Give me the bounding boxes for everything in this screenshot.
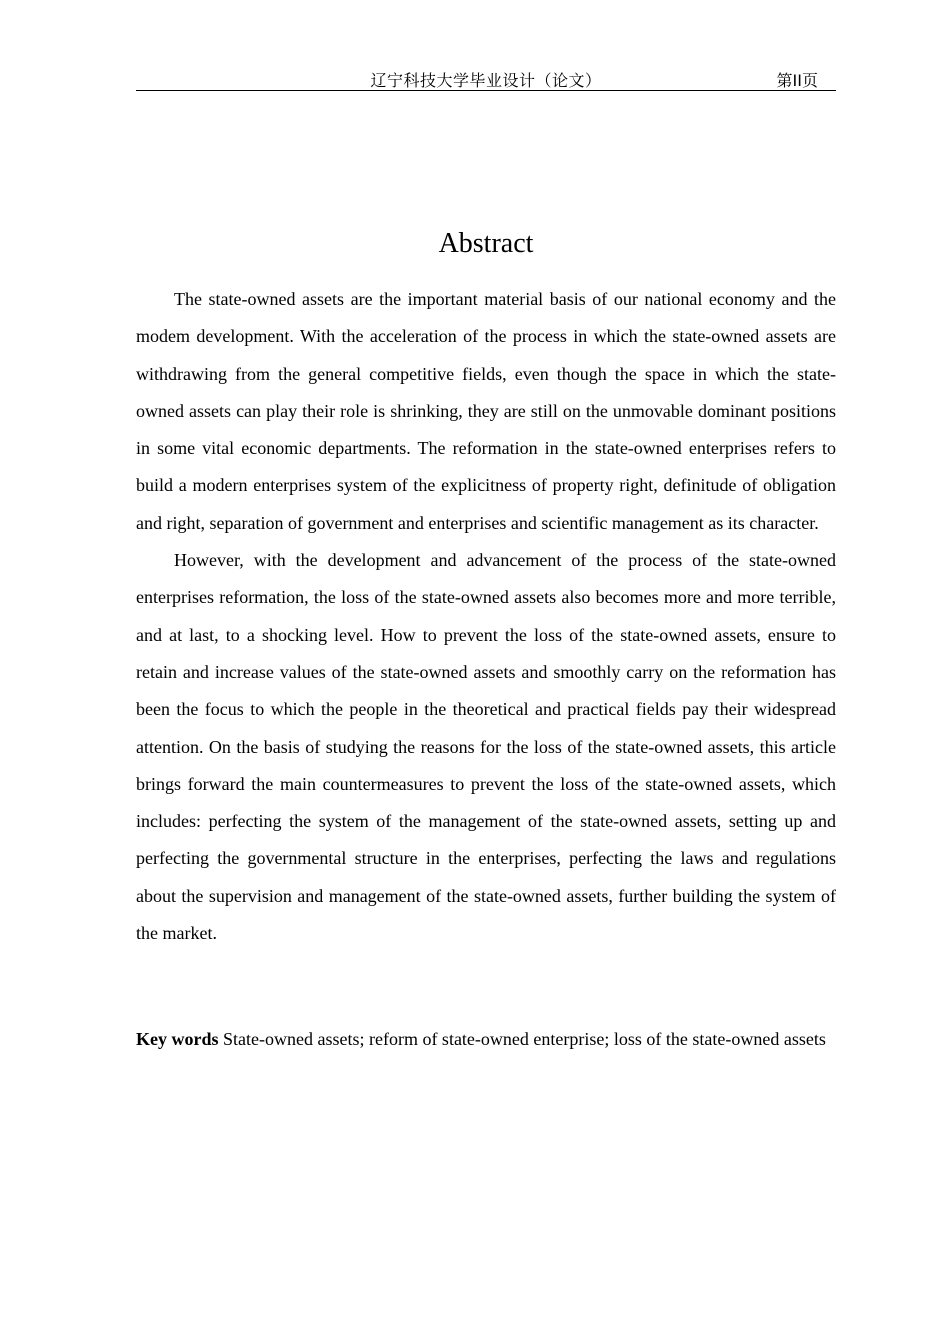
keywords-label: Key words	[136, 1029, 219, 1049]
page-header	[136, 66, 836, 91]
abstract-paragraph-2: However, with the development and advancement of the process of the state-owned enterprises reformation, the loss of the state-owned assets also becomes more and more terrible, and at last, to a shocking level. How to prevent the loss of the state-owned assets, ensure to retain and increase values of the state-owned assets and smoothly carry on the reformation has been the focus to which the people in the theoretical and practical fields pay their widespread attention. On the basis of studying the reasons for the loss of the state-owned assets, this article brings forward the main countermeasures to prevent the loss of the state-owned assets, which includes: perfecting the system of the management of the state-owned assets, setting up and perfecting the governmental structure in the enterprises, perfecting the laws and regulations about the supervision and management of the state-owned assets, further building the system of the market.	[136, 550, 836, 944]
header-page-number: 第II页	[776, 71, 818, 90]
keywords-text: State-owned assets; reform of state-owned enterprise; loss of the state-owned assets	[223, 1029, 826, 1049]
abstract-paragraph-1: The state-owned assets are the important material basis of our national economy and the modem development. With the acceleration of the process in which the state-owned assets are withdrawing from the general competitive fields, even though the space in which the state-owned assets can play their role is shrinking, they are still on the unmovable dominant positions in some vital economic departments. The reformation in the state-owned enterprises refers to build a modern enterprises system of the explicitness of property right, definitude of obligation and right, separation of government and enterprises and scientific management as its character.	[136, 289, 836, 533]
abstract-title: Abstract	[438, 228, 534, 259]
keywords-line	[136, 1023, 836, 1056]
abstract-body	[136, 281, 836, 952]
header-title: 辽宁科技大学毕业设计（论文）	[370, 71, 602, 90]
